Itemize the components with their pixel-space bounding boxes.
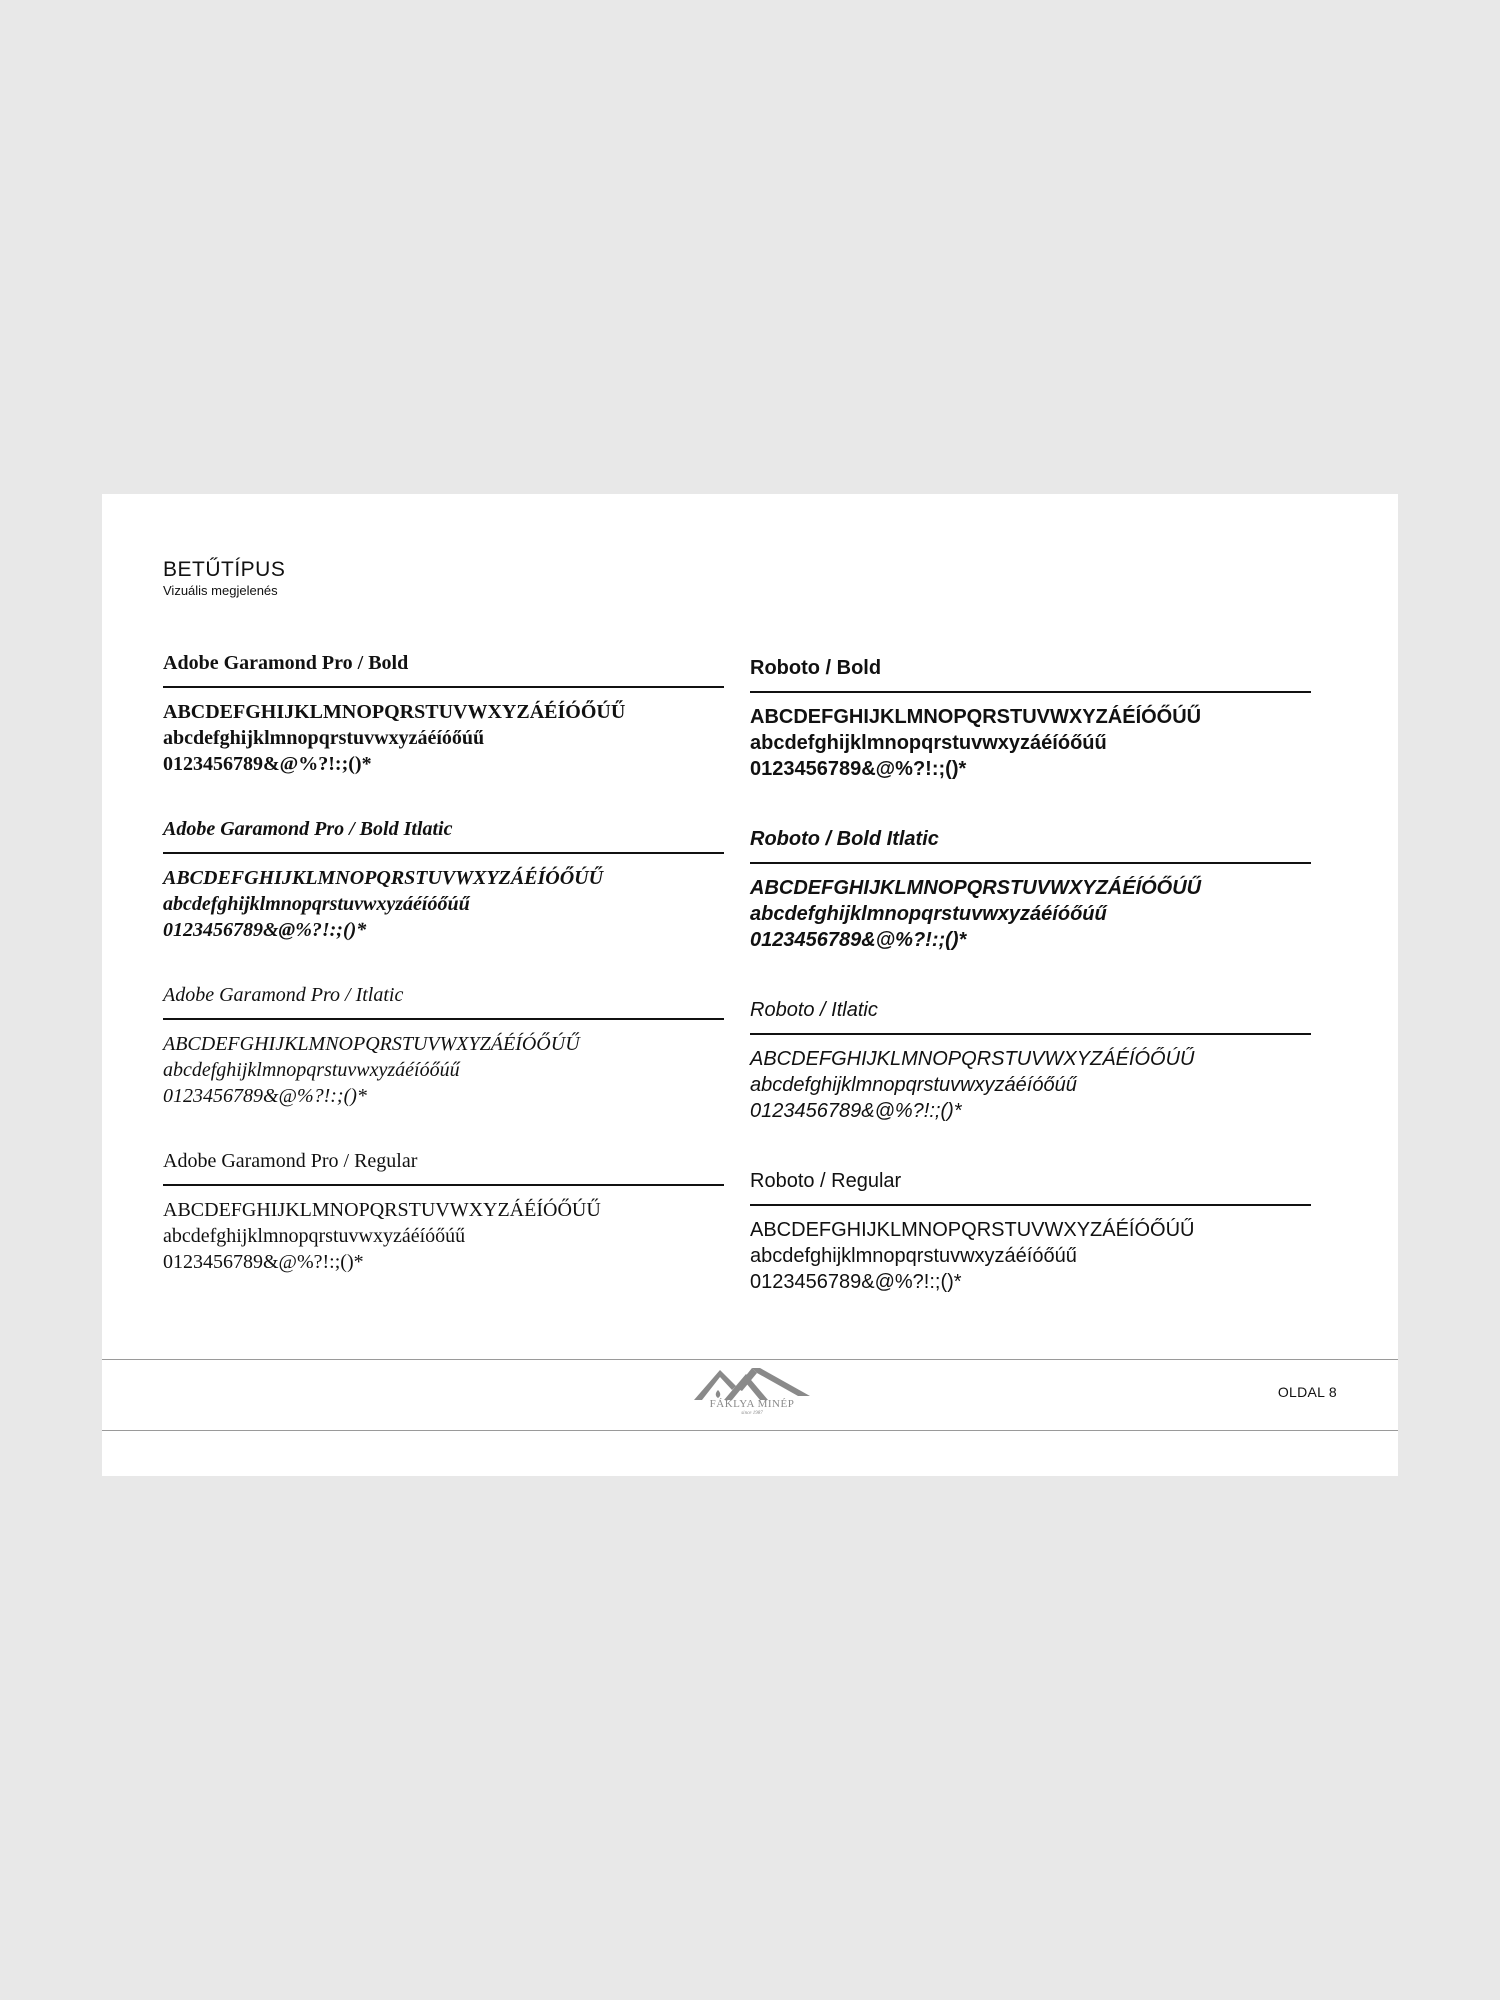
uppercase-sample: ABCDEFGHIJKLMNOPQRSTUVWXYZÁÉÍÓŐÚŰ [163, 701, 626, 723]
font-name: Roboto / Regular [750, 1170, 902, 1192]
lowercase-sample: abcdefghijklmnopqrstuvwxyzáéíóőúű [163, 893, 470, 915]
page-title: BETŰTÍPUS [163, 558, 286, 581]
uppercase-sample: ABCDEFGHIJKLMNOPQRSTUVWXYZÁÉÍÓŐÚŰ [750, 706, 1202, 728]
font-block-garamond-italic [163, 982, 724, 1148]
glyph-samples [750, 875, 1311, 953]
company-logo [692, 1364, 812, 1426]
font-name: Adobe Garamond Pro / Itlatic [163, 984, 404, 1006]
glyph-samples [750, 704, 1311, 782]
page-subtitle: Vizuális megjelenés [163, 583, 278, 598]
symbols-sample: 0123456789&@%?!:;()* [750, 929, 967, 951]
divider [163, 1018, 724, 1020]
divider [750, 862, 1311, 864]
lowercase-sample: abcdefghijklmnopqrstuvwxyzáéíóőúű [750, 732, 1107, 754]
uppercase-sample: ABCDEFGHIJKLMNOPQRSTUVWXYZÁÉÍÓŐÚŰ [163, 867, 604, 889]
uppercase-sample: ABCDEFGHIJKLMNOPQRSTUVWXYZÁÉÍÓŐÚŰ [750, 877, 1202, 899]
lowercase-sample: abcdefghijklmnopqrstuvwxyzáéíóőúű [163, 1225, 466, 1247]
logo-wordmark: FÁKLYA MINÉP [709, 1398, 795, 1410]
lowercase-sample: abcdefghijklmnopqrstuvwxyzáéíóőúű [750, 903, 1107, 925]
font-block-roboto-bold-italic [750, 826, 1311, 992]
font-block-roboto-regular [750, 1168, 1311, 1334]
symbols-sample: 0123456789&@%?!:;()* [163, 1085, 367, 1107]
lowercase-sample: abcdefghijklmnopqrstuvwxyzáéíóőúű [163, 1059, 460, 1081]
serif-font-column [163, 650, 724, 1314]
uppercase-sample: ABCDEFGHIJKLMNOPQRSTUVWXYZÁÉÍÓŐÚŰ [163, 1033, 580, 1055]
symbols-sample: 0123456789&@%?!:;()* [163, 919, 367, 941]
font-block-garamond-regular [163, 1148, 724, 1314]
uppercase-sample: ABCDEFGHIJKLMNOPQRSTUVWXYZÁÉÍÓŐÚŰ [750, 1048, 1195, 1070]
symbols-sample: 0123456789&@%?!:;()* [163, 1251, 364, 1273]
lowercase-sample: abcdefghijklmnopqrstuvwxyzáéíóőúű [163, 727, 485, 749]
font-name: Roboto / Bold Itlatic [750, 828, 939, 850]
font-block-garamond-bold-italic [163, 816, 724, 982]
font-name: Adobe Garamond Pro / Bold [163, 652, 409, 674]
divider [163, 1184, 724, 1186]
font-name: Adobe Garamond Pro / Regular [163, 1150, 418, 1172]
symbols-sample: 0123456789&@%?!:;()* [750, 1271, 962, 1293]
font-name: Roboto / Itlatic [750, 999, 878, 1021]
page-header [163, 558, 285, 599]
mountain-logo-icon [694, 1364, 810, 1400]
glyph-samples [163, 1031, 724, 1109]
font-name: Adobe Garamond Pro / Bold Itlatic [163, 818, 453, 840]
lowercase-sample: abcdefghijklmnopqrstuvwxyzáéíóőúű [750, 1074, 1077, 1096]
page-footer [102, 1359, 1398, 1431]
document-page [102, 494, 1398, 1476]
uppercase-sample: ABCDEFGHIJKLMNOPQRSTUVWXYZÁÉÍÓŐÚŰ [163, 1199, 601, 1221]
page-number: OLDAL 8 [1277, 1384, 1337, 1400]
font-block-garamond-bold [163, 650, 724, 816]
glyph-samples [750, 1046, 1311, 1124]
uppercase-sample: ABCDEFGHIJKLMNOPQRSTUVWXYZÁÉÍÓŐÚŰ [750, 1219, 1195, 1241]
logo-tagline: since 1987 [741, 1411, 763, 1416]
divider [750, 1033, 1311, 1035]
divider [163, 852, 724, 854]
symbols-sample: 0123456789&@%?!:;()* [163, 753, 372, 775]
glyph-samples [163, 865, 724, 943]
sans-font-column [750, 650, 1311, 1334]
symbols-sample: 0123456789&@%?!:;()* [750, 758, 967, 780]
symbols-sample: 0123456789&@%?!:;()* [750, 1100, 962, 1122]
glyph-samples [750, 1217, 1311, 1295]
divider [750, 691, 1311, 693]
divider [163, 686, 724, 688]
glyph-samples [163, 1197, 724, 1275]
font-block-roboto-bold [750, 655, 1311, 821]
lowercase-sample: abcdefghijklmnopqrstuvwxyzáéíóőúű [750, 1245, 1077, 1267]
font-block-roboto-italic [750, 997, 1311, 1163]
glyph-samples [163, 699, 724, 777]
font-name: Roboto / Bold [750, 657, 882, 679]
divider [750, 1204, 1311, 1206]
